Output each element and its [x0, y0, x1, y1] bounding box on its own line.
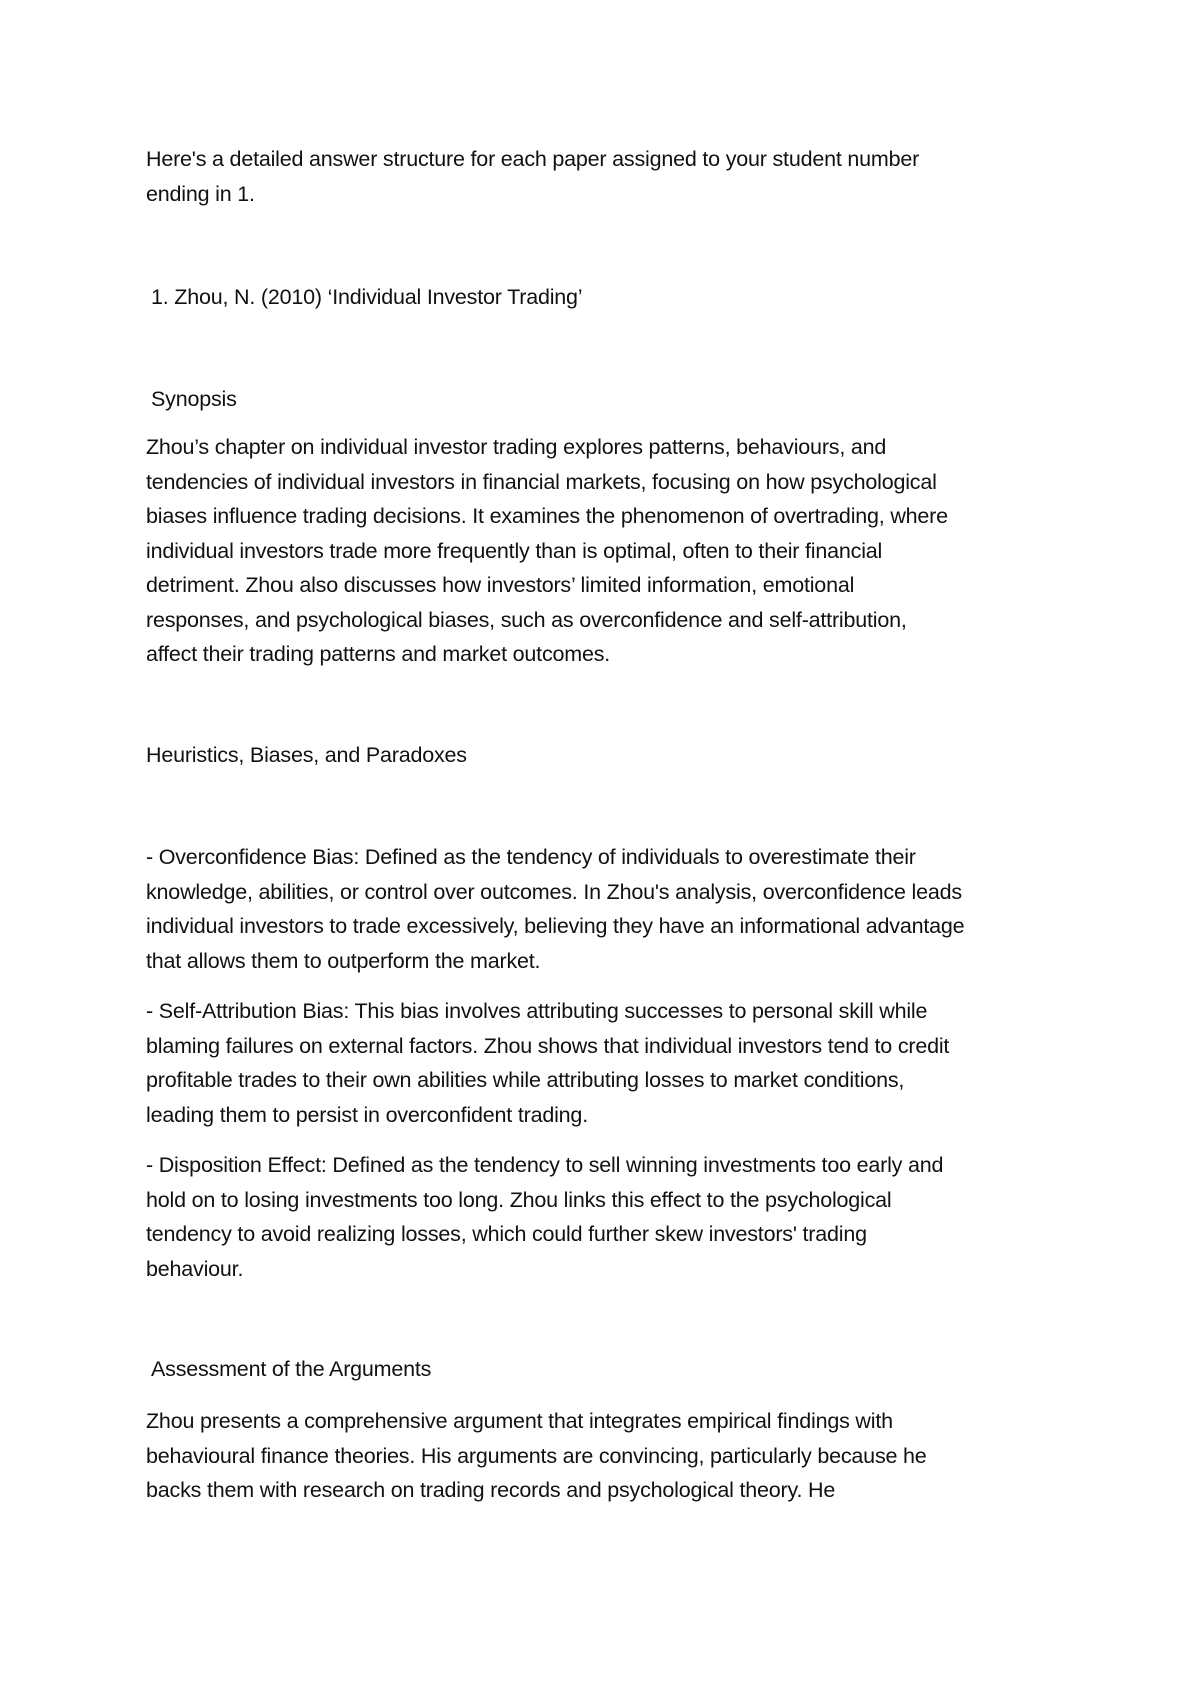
text-line: Zhou’s chapter on individual investor trading explores patterns, behaviours, and [146, 435, 887, 459]
synopsis-heading: Synopsis [151, 387, 237, 411]
text-line: Here's a detailed answer structure for each paper assigned to your student number [146, 147, 920, 171]
text-line: profitable trades to their own abilities while attributing losses to market conditions, [146, 1068, 905, 1092]
text-line: affect their trading patterns and market outcomes. [146, 642, 611, 666]
text-line: detriment. Zhou also discusses how investors’ limited information, emotional [146, 573, 855, 597]
text-line: tendency to avoid realizing losses, which could further skew investors' trading [146, 1222, 867, 1246]
paper-heading: 1. Zhou, N. (2010) ‘Individual Investor Trading’ [151, 285, 583, 309]
text-line: behavioural finance theories. His arguments are convincing, particularly because he [146, 1443, 927, 1468]
bullet-disposition-effect [146, 1148, 1076, 1286]
text-line: responses, and psychological biases, such as overconfidence and self-attribution, [146, 607, 907, 632]
text-line: backs them with research on trading records and psychological theory. He [146, 1478, 836, 1502]
text-line: Zhou presents a comprehensive argument that integrates empirical findings with [146, 1409, 893, 1433]
synopsis-paragraph [146, 430, 1076, 672]
text-line: individual investors to trade excessively, believing they have an informational advantage [146, 914, 965, 938]
assessment-heading: Assessment of the Arguments [151, 1357, 432, 1381]
intro-paragraph [146, 142, 1076, 211]
text-line: - Disposition Effect: Defined as the tendency to sell winning investments too early and [146, 1153, 944, 1177]
text-line: behaviour. [146, 1256, 244, 1281]
text-line: - Self-Attribution Bias: This bias involves attributing successes to personal skill while [146, 999, 928, 1023]
bullet-overconfidence [146, 840, 1076, 978]
text-line: ending in 1. [146, 181, 255, 206]
text-line: tendencies of individual investors in financial markets, focusing on how psychological [146, 469, 937, 494]
text-line: - Overconfidence Bias: Defined as the tendency of individuals to overestimate their [146, 845, 916, 869]
heuristics-heading: Heuristics, Biases, and Paradoxes [146, 743, 467, 767]
text-line: biases influence trading decisions. It examines the phenomenon of overtrading, where [146, 504, 948, 528]
text-line: individual investors trade more frequently than is optimal, often to their financial [146, 538, 883, 563]
bullet-self-attribution [146, 994, 1076, 1132]
text-line: leading them to persist in overconfident trading. [146, 1102, 588, 1127]
assessment-paragraph [146, 1404, 1076, 1508]
text-line: knowledge, abilities, or control over outcomes. In Zhou's analysis, overconfidence leads [146, 879, 962, 904]
text-line: that allows them to outperform the market. [146, 948, 541, 973]
text-line: blaming failures on external factors. Zhou shows that individual investors tend to credit [146, 1033, 950, 1058]
text-line: hold on to losing investments too long. Zhou links this effect to the psychological [146, 1187, 892, 1212]
